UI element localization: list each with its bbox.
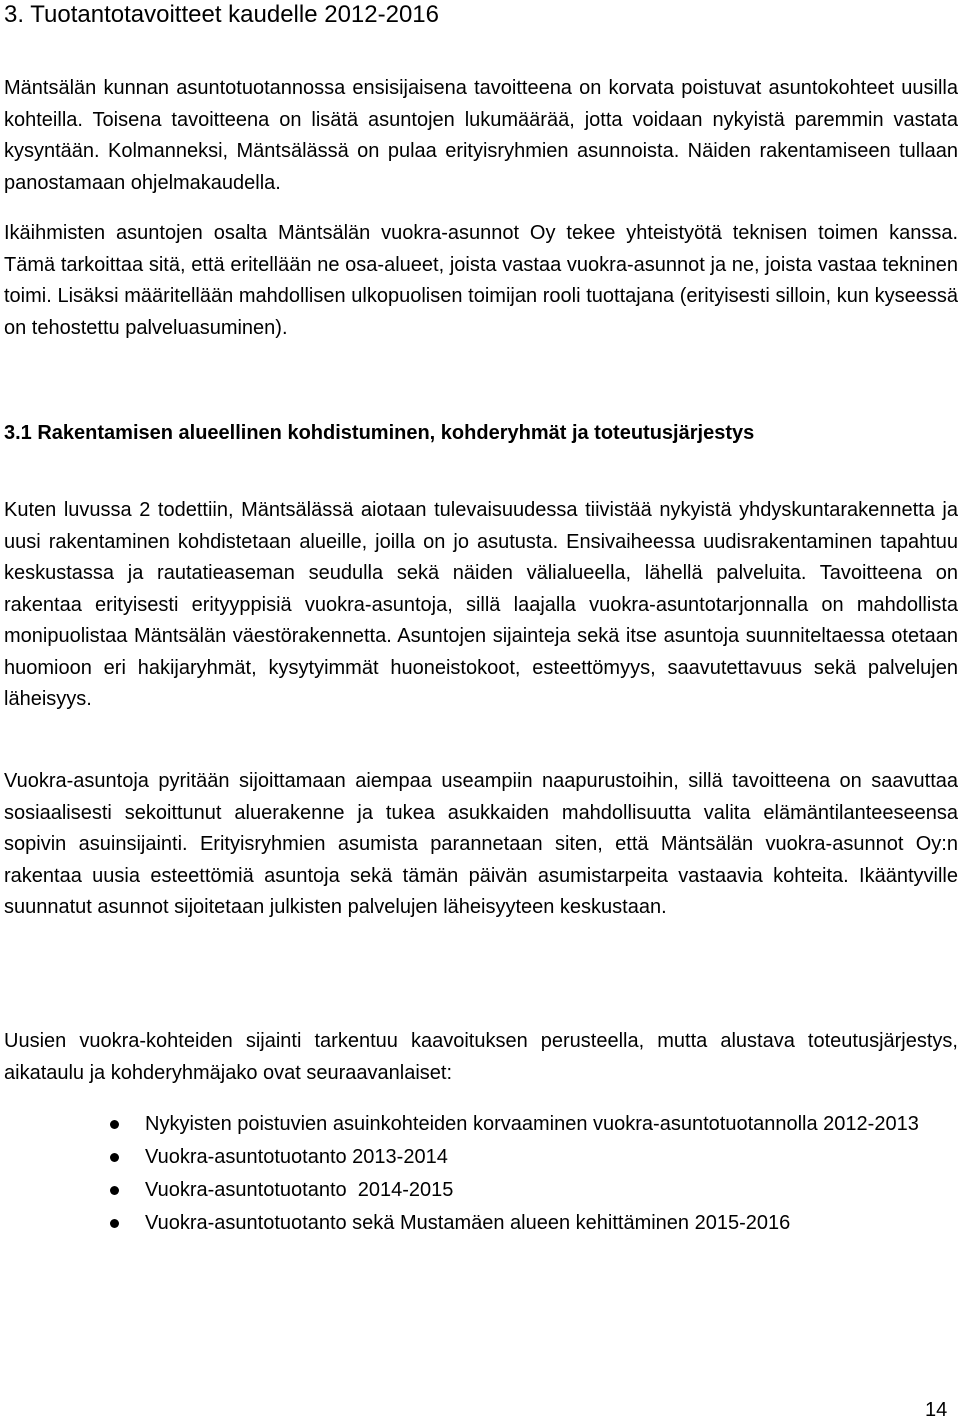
paragraph-implementation-order: Uusien vuokra-kohteiden sijainti tarkentuu kaavoituksen perusteella, mutta alustava toteutusjärjestys, aikataulu ja kohderyhmäjako ovat seuraavanlaiset: [4, 1030, 958, 1084]
implementation-list [4, 1109, 958, 1241]
subsection-heading: 3.1 Rakentamisen alueellinen kohdistuminen, kohderyhmät ja toteutusjärjestys [4, 422, 755, 444]
bullet-icon [110, 1219, 119, 1228]
list-item [4, 1175, 958, 1207]
paragraph-regional-targeting: Kuten luvussa 2 todettiin, Mäntsälässä aiotaan tulevaisuudessa tiivistää nykyistä yhdyskuntarakennetta ja uusi rakentaminen kohdistetaan alueille, joilla on jo asutusta. Ensivaiheessa uudisrakentaminen tapahtuu keskustassa ja rautatieaseman seudulla sekä näiden välialueella, lähellä palveluita. Tavoitteena on rakentaa erityisesti erityyppisiä vuokra-asuntoja, sillä laajalla vuokra-asuntotarjonnalla on mahdollista monipuolistaa Mäntsälän väestörakennetta. Asuntojen sijainteja sekä itse asuntoja suunniteltaessa otetaan huomioon eri hakijaryhmät, kysytyimmät huoneistokoot, esteettömyys, saavutettavuus sekä palvelujen läheisyys. [4, 499, 958, 710]
list-item [4, 1142, 958, 1174]
paragraph-goals: Mäntsälän kunnan asuntotuotannossa ensisijaisena tavoitteena on korvata poistuvat asuntokohteet uusilla kohteilla. Toisena tavoitteena on lisätä asuntojen lukumäärää, jotta voidaan nykyistä paremmin vastata kysyntään. Kolmanneksi, Mäntsälässä on pulaa erityisryhmien asunnoista. Näiden rakentamiseen tullaan panostamaan ohjelmakaudella. [4, 77, 958, 194]
bullet-icon [110, 1186, 119, 1195]
list-item-text: Vuokra-asuntotuotanto 2014-2015 [145, 1179, 454, 1201]
bullet-icon [110, 1120, 119, 1129]
list-item-text: Vuokra-asuntotuotanto sekä Mustamäen alueen kehittäminen 2015-2016 [145, 1212, 791, 1234]
page-number: 14 [925, 1399, 948, 1421]
list-item-text: Nykyisten poistuvien asuinkohteiden korvaaminen vuokra-asuntotuotannolla 2012-2013 [145, 1113, 919, 1135]
list-item [4, 1208, 958, 1240]
list-item-text: Vuokra-asuntotuotanto 2013-2014 [145, 1146, 448, 1168]
section-heading: 3. Tuotantotavoitteet kaudelle 2012-2016 [4, 1, 439, 28]
paragraph-elderly-housing: Ikäihmisten asuntojen osalta Mäntsälän vuokra-asunnot Oy tekee yhteistyötä teknisen toimen kanssa. Tämä tarkoittaa sitä, että eritellään ne osa-alueet, joista vastaa vuokra-asunnot ja ne, joista vastaa tekninen toimi. Lisäksi määritellään mahdollisen ulkopuolisen toimijan rooli tuottajana (erityisesti silloin, kun kyseessä on tehostettu palveluasuminen). [4, 222, 958, 339]
paragraph-rental-placement: Vuokra-asuntoja pyritään sijoittamaan aiempaa useampiin naapurustoihin, sillä tavoitteena on saavuttaa sosiaalisesti sekoittunut aluerakenne ja tukea asukkaiden mahdollisuutta valita elämäntilanteeseensa sopivin asuinsijainti. Erityisryhmien asumista parannetaan siten, että Mäntsälän vuokra-asunnot Oy:n rakentaa uusia esteettömiä asuntoja sekä tämän päivän asumistarpeita vastaavia kohteita. Ikääntyville suunnatut asunnot sijoitetaan julkisten palvelujen läheisyyteen keskustaan. [4, 770, 958, 918]
bullet-icon [110, 1153, 119, 1162]
list-item [4, 1109, 958, 1141]
